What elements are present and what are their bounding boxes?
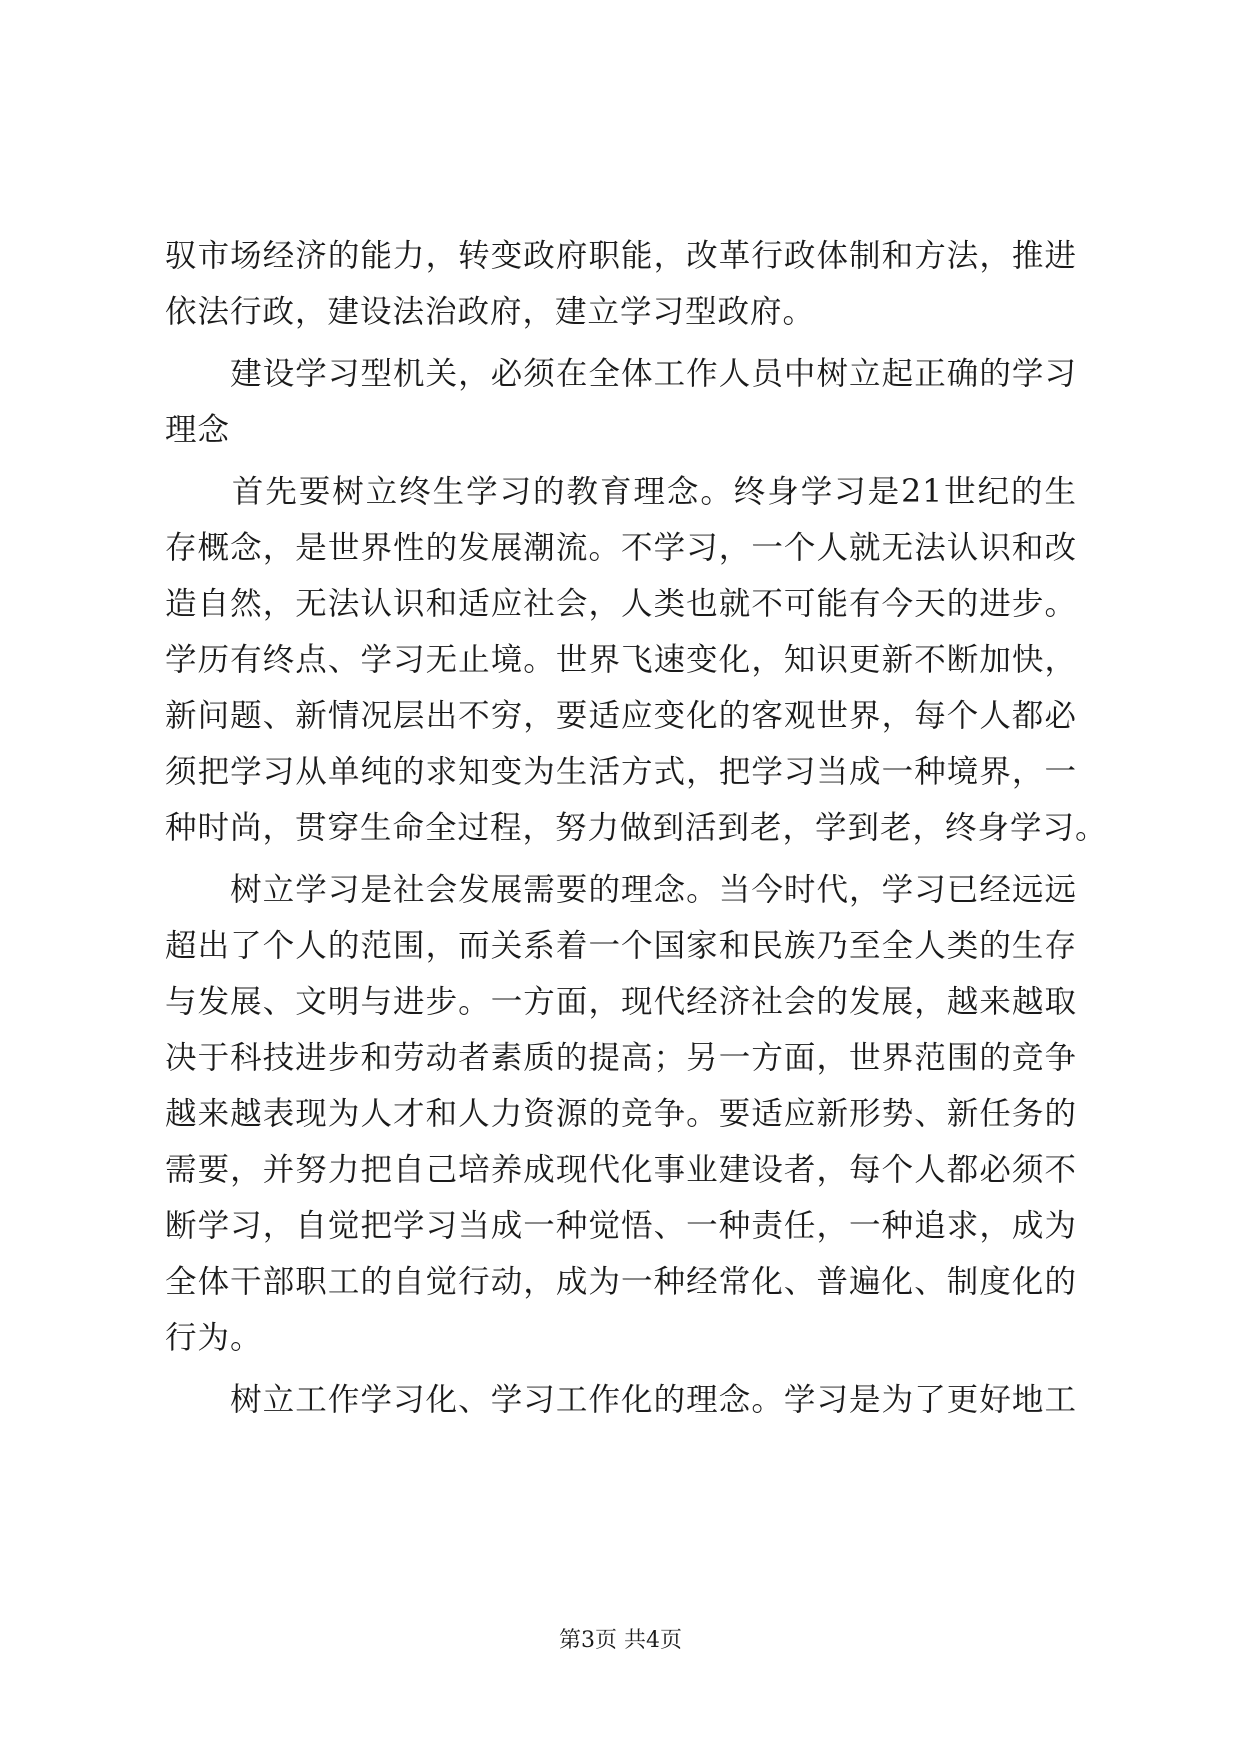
text-line: 决于科技进步和劳动者素质的提高；另一方面，世界范围的竞争 [165,1040,1077,1076]
text-line: 越来越表现为人才和人力资源的竞争。要适应新形势、新任务的 [165,1096,1077,1132]
text-line: 种时尚，贯穿生命全过程，努力做到活到老，学到老，终身学习。 [165,810,1108,846]
text-line: 存概念，是世界性的发展潮流。不学习，一个人就无法认识和改 [165,530,1077,566]
text-line: 新问题、新情况层出不穷，要适应变化的客观世界，每个人都必 [165,698,1077,734]
text-line: 行为。 [165,1320,263,1356]
text-line: 需要，并努力把自己培养成现代化事业建设者，每个人都必须不 [165,1152,1077,1188]
text-line: 树立工作学习化、学习工作化的理念。学习是为了更好地工 [165,1382,1077,1418]
text-line: 理念 [165,412,231,448]
text-line: 首先要树立终生学习的教育理念。终身学习是21世纪的生 [165,474,1077,510]
text-line: 驭市场经济的能力，转变政府职能，改革行政体制和方法，推进 [165,238,1077,274]
page-number-footer: 第3页 共4页 [559,1628,682,1653]
text-line: 全体干部职工的自觉行动，成为一种经常化、普遍化、制度化的 [165,1264,1077,1300]
text-line: 与发展、文明与进步。一方面，现代经济社会的发展，越来越取 [165,984,1077,1020]
text-line: 依法行政，建设法治政府，建立学习型政府。 [165,294,816,330]
text-line: 造自然，无法认识和适应社会，人类也就不可能有今天的进步。 [165,586,1077,622]
text-line: 建设学习型机关，必须在全体工作人员中树立起正确的学习 [165,356,1077,392]
text-line: 树立学习是社会发展需要的理念。当今时代，学习已经远远 [165,872,1077,908]
text-line: 学历有终点、学习无止境。世界飞速变化，知识更新不断加快， [165,642,1077,678]
text-line: 须把学习从单纯的求知变为生活方式，把学习当成一种境界，一 [165,754,1077,790]
text-line: 断学习，自觉把学习当成一种觉悟、一种责任，一种追求，成为 [165,1208,1077,1244]
text-line: 超出了个人的范围，而关系着一个国家和民族乃至全人类的生存 [165,928,1077,964]
